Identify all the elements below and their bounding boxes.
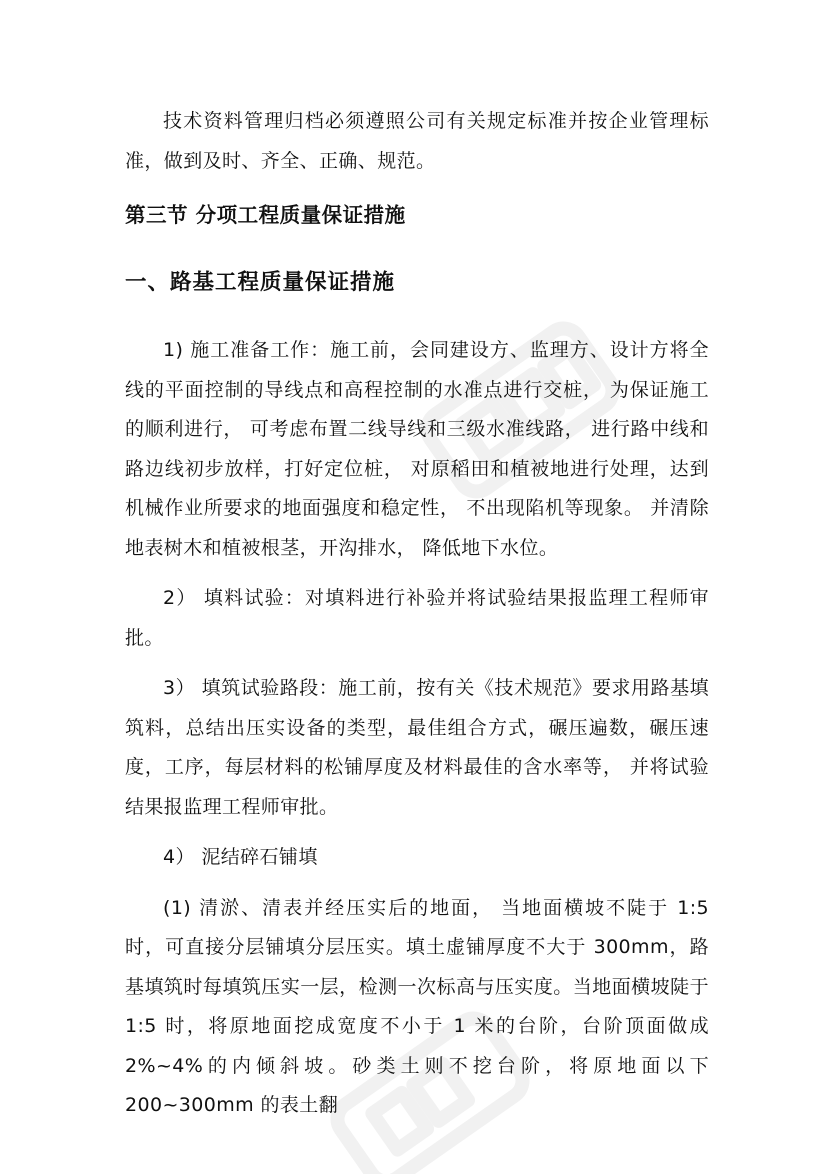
- intro-paragraph: 技术资料管理归档必须遵照公司有关规定标准并按企业管理标准，做到及时、齐全、正确、规范。: [125, 110, 709, 172]
- item-clearing-compaction: (1) 清淤、清表并经压实后的地面， 当地面横坡不陡于 1:5 时，可直接分层铺填分层压实。填土虚铺厚度不大于 300mm，路基填筑时每填筑压实一层，检测一次标高与压实度。当地面横坡陡于 1:5 时，将原地面挖成宽度不小于 1 米的台阶，台阶顶面做成 2%~4%的内倾斜坡。砂类土则不挖台阶，将原地面以下 200~300mm 的表土翻: [125, 896, 709, 1116]
- item-gravel-filling: 4） 泥结碎石铺填: [163, 846, 318, 868]
- item-construction-preparation: 1) 施工准备工作：施工前，会同建设方、监理方、设计方将全线的平面控制的导线点和高程控制的水准点进行交桩， 为保证施工的顺利进行， 可考虑布置二线导线和三级水准线路， 进行路中线和路边线初步放样，打好定位桩， 对原稻田和植被地进行处理，达到机械作业所要求的地面强度和稳定性， 不出现陷机等现象。 并清除地表树木和植被根茎，开沟排水， 降低地下水位。: [125, 339, 709, 559]
- item-fill-material-test: 2） 填料试验：对填料进行补验并将试验结果报监理工程师审批。: [125, 587, 709, 649]
- section-heading: 第三节 分项工程质量保证措施: [125, 203, 406, 227]
- document-body: [125, 102, 709, 1126]
- subsection-heading: 一、路基工程质量保证措施: [125, 270, 396, 295]
- item-trial-section: 3） 填筑试验路段：施工前，按有关《技术规范》要求用路基填筑料，总结出压实设备的类型，最佳组合方式，碾压遍数，碾压速度，工序，每层材料的松铺厚度及材料最佳的含水率等， 并将试验结果报监理工程师审批。: [125, 677, 709, 818]
